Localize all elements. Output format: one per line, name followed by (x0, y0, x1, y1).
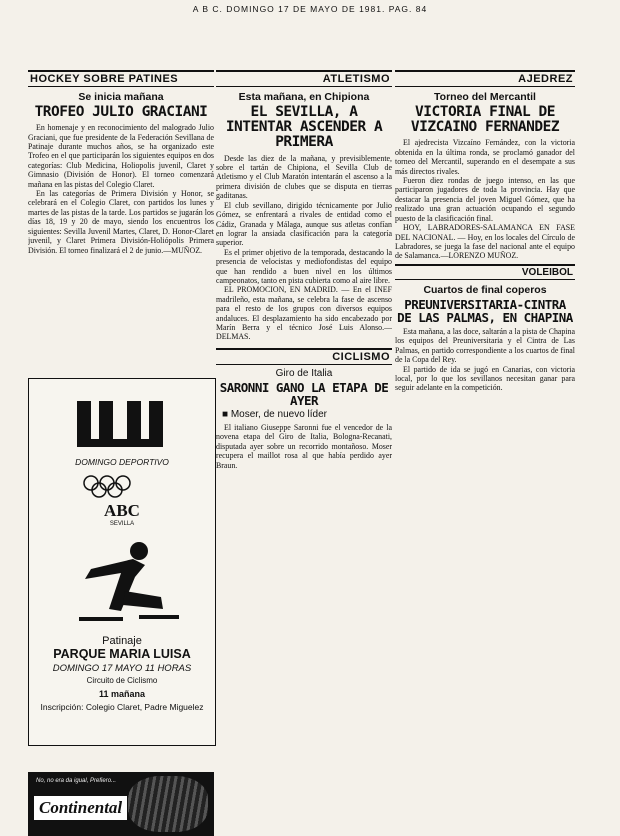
paragraph: En las categorías de Primera División y Honor, se celebrará en el Colegio Claret, con partidos los lunes y martes de las pistas de la tarde. Los partidos se jugarán los días 18, 19 y 20 de mayo, siendo los encuentros los siguientes: Sevilla Juvenil Martes, Claret, D. Honor-Claret juvenil, y Claret Primera División-Holiópolis Primera División. El torneo finalizará el 2 de junio.—MUÑOZ. (28, 189, 214, 255)
paragraph: Esta mañana, a las doce, saltarán a la pista de Chapina los equipos del Preuniversitaria y el Cintra de Las Palmas, en partido correspondiente a los cuartos de final de la Copa del Rey. (395, 326, 575, 365)
advert-continental (28, 772, 214, 836)
headline-hockey: TROFEO JULIO GRACIANI (34, 104, 208, 120)
ad-line4: Circuito de Ciclismo (86, 676, 158, 685)
continental-tagline: No, no era da igual, Prefiero... (36, 778, 117, 784)
paragraph: El partido de ida se jugó en Canarias, con victoria local, por lo que los sevillanos necesitan ganar para seguir adelante en la competición. (395, 364, 575, 393)
continental-logo: Continental (34, 796, 127, 820)
paragraph: En homenaje y en reconocimiento del malogrado Julio Graciani, que fue presidente de la Federación Sevillana de Patinaje durante muchos años, se ha organizado este Trofeo en el que participarán los siguientes equipos en dos categorías: Club Medicina, Holiopolis juvenil, Claret y Gimnasio (División de Honor). El torneo comenzará mañana en las pistas del Colegio Claret. (28, 123, 214, 189)
ad-line3: DOMINGO 17 MAYO 11 HORAS (52, 663, 192, 674)
skater-icon (79, 542, 179, 621)
headline-ajedrez: VICTORIA FINAL DE VIZCAINO FERNANDEZ (410, 104, 560, 136)
ad-line5: 11 mañana (98, 689, 146, 699)
ad-abc: ABC (104, 501, 140, 520)
page-header: A B C. DOMINGO 17 DE MAYO DE 1981. PAG. 84 (192, 4, 428, 14)
bullet-ciclismo: ■ Moser, de nuevo líder (222, 409, 327, 421)
paragraph: HOY, LABRADORES-SALAMANCA EN FASE DEL NACIONAL. — Hoy, en los locales del Círculo de Labradores, se juega la fase del nacional ante el equipo de Salamanca.—LORENZO MUÑOZ. (395, 223, 575, 261)
body-ciclismo (216, 423, 392, 470)
advert-abc-patinaje (28, 378, 216, 746)
paragraph: El club sevillano, dirigido técnicamente por Julio Gómez, se enfrentará a rivales de entidad como el Cádiz, Granada y Málaga, aunque sus atletas confían en lograr la ansiada clasificación para la categoría superior. (216, 200, 392, 248)
paragraph: Desde las diez de la mañana, y previsiblemente, sobre el tartán de Chipiona, el Sevilla Club de Atletismo y el Club Maratón intentarán el ascenso a la primera división de clubes que se disputa en tierras gaditanas. (216, 153, 392, 201)
section-voleibol: VOLEIBOL (395, 264, 575, 280)
ad-line2: PARQUE MARIA LUISA (53, 647, 191, 661)
section-atletismo: ATLETISMO (216, 70, 392, 87)
section-ciclismo: CICLISMO (216, 348, 392, 365)
paragraph: Fueron diez rondas de juego intenso, en las que participaron jugadores de toda la provincia. Hay que destacar la presencia del joven Miguel Gómez, que ha realizado una gran actuación ocupando el segundo puesto de la clasificación final. (395, 176, 575, 223)
column-atletismo (216, 70, 392, 470)
paragraph: Es el primer objetivo de la temporada, destacando la presencia de velocistas y mediofondistas del equipo que han rendido a buen nivel en los últimos campeonatos, tanto en pista cubierta como al aire libre. (216, 247, 392, 285)
kicker-voleibol: Cuartos de final coperos (423, 283, 547, 296)
kicker-hockey: Se inicia mañana (78, 91, 164, 103)
bullet-text: Moser, de nuevo líder (230, 409, 327, 421)
paragraph: EL PROMOCION, EN MADRID. — En el INEF madrileño, esta mañana, se celebra la fase de ascenso para el resto de los grupos con diversos equipos andaluces. El desplazamiento ha sido encabezado por Marín Berra y el técnico José Luis Alonso.—DELMAS. (216, 285, 392, 342)
tyre-icon (128, 776, 208, 832)
paragraph: El ajedrecista Vizcaíno Fernández, con la victoria obtenida en la última ronda, se proclamó ganador del torneo del Mercantil, superando en el desempate a sus más directos rivales. (395, 138, 575, 176)
section-hockey: HOCKEY SOBRE PATINES (28, 70, 214, 87)
body-hockey (28, 123, 214, 255)
ad-line6: Inscripción: Colegio Claret, Padre Miguelez (40, 702, 204, 712)
column-ajedrez (395, 70, 575, 393)
headline-atletismo: EL SEVILLA, A INTENTAR ASCENDER A PRIMERA (225, 104, 383, 151)
column-hockey (28, 70, 214, 255)
kicker-atletismo: Esta mañana, en Chipiona (238, 91, 370, 103)
ad-line1: Patinaje (102, 635, 142, 647)
headline-ciclismo: SARONNI GANO LA ETAPA DE AYER (219, 379, 389, 408)
paragraph: El italiano Giuseppe Saronni fue el vencedor de la novena etapa del Giro de Italia, Bologna-Recanati, disputada ayer sobre un recorrido montañoso. Moser recupera el maillot rosa al que había perdido ayer Braun. (216, 423, 392, 470)
kicker-ciclismo: Giro de Italia (275, 367, 333, 379)
ad-sevilla: SEVILLA (109, 521, 135, 527)
kicker-ajedrez: Torneo del Mercantil (434, 91, 536, 103)
body-ajedrez (395, 138, 575, 260)
section-ajedrez: AJEDREZ (395, 70, 575, 87)
headline-voleibol: PREUNIVERSITARIA-CINTRA DE LAS PALMAS, EN CHAPINA (397, 296, 573, 325)
ad-logo-text: DOMINGO DEPORTIVO (75, 457, 169, 467)
body-voleibol (395, 327, 575, 393)
body-atletismo (216, 154, 392, 342)
